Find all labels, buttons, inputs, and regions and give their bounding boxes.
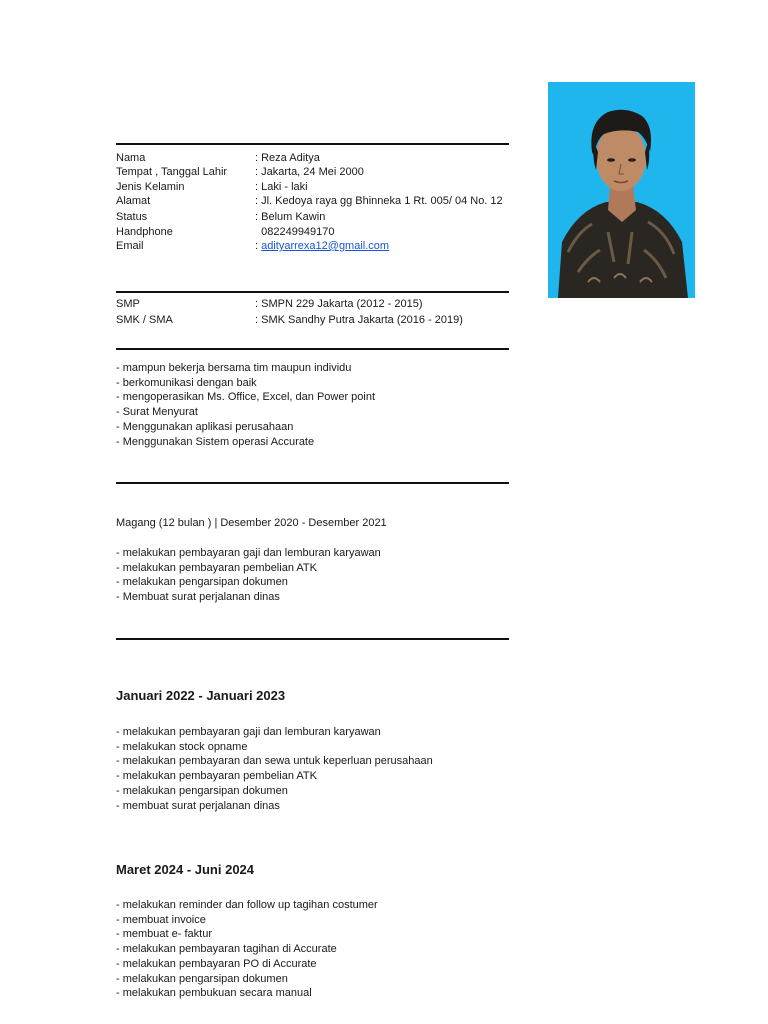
- list-item: - membuat surat perjalanan dinas: [116, 799, 280, 812]
- list-item: - mampun bekerja bersama tim maupun individu: [116, 362, 352, 374]
- value-smk-sma: : SMK Sandhy Putra Jakarta (2016 - 2019): [255, 314, 463, 326]
- skills-list: [116, 361, 375, 449]
- experience-period-1: Magang (12 bulan ) | Desember 2020 - Desember 2021: [116, 517, 387, 529]
- value-alamat: : Jl. Kedoya raya gg Bhinneka 1 Rt. 005/ 04 No. 12: [255, 195, 503, 207]
- section-divider-education: [116, 291, 509, 293]
- list-item: - melakukan pembayaran gaji dan lemburan karyawan: [116, 726, 381, 738]
- label-alamat: Alamat: [116, 195, 151, 207]
- list-item: - melakukan stock opname: [116, 740, 248, 753]
- list-item: - Surat Menyurat: [116, 406, 198, 419]
- label-smp: SMP: [116, 298, 140, 310]
- list-item: - membuat e- faktur: [116, 928, 212, 941]
- email-link[interactable]: adityarrexa12@gmail.com: [261, 240, 390, 252]
- list-item: - membuat invoice: [116, 913, 206, 926]
- experience-tasks-3: [116, 898, 378, 1001]
- section-divider-skills: [116, 348, 509, 350]
- value-jenis-kelamin: : Laki - laki: [255, 181, 308, 193]
- value-nama: : Reza Aditya: [255, 152, 320, 164]
- list-item: - melakukan pembayaran dan sewa untuk keperluan perusahaan: [116, 755, 433, 768]
- list-item: - melakukan pengarsipan dokumen: [116, 972, 288, 985]
- list-item: - melakukan pembayaran PO di Accurate: [116, 957, 317, 970]
- experience-period-2: Januari 2022 - Januari 2023: [116, 688, 286, 703]
- label-smk-sma: SMK / SMA: [116, 314, 173, 326]
- experience-tasks-2: [116, 725, 433, 813]
- list-item: - melakukan pembayaran pembelian ATK: [116, 770, 317, 783]
- list-item: - melakukan reminder dan follow up tagihan costumer: [116, 899, 378, 911]
- experience-tasks-1: [116, 546, 381, 605]
- profile-photo: [548, 82, 695, 298]
- list-item: - melakukan pembayaran pembelian ATK: [116, 561, 317, 574]
- value-email: [255, 239, 389, 254]
- label-nama: Nama: [116, 152, 146, 164]
- list-item: - melakukan pengarsipan dokumen: [116, 576, 288, 589]
- person-portrait-image: [548, 82, 695, 298]
- list-item: - Membuat surat perjalanan dinas: [116, 591, 280, 604]
- list-item: - melakukan pengarsipan dokumen: [116, 784, 288, 797]
- section-divider-personal: [116, 143, 509, 145]
- label-tempat-tanggal-lahir: Tempat , Tanggal Lahir: [116, 166, 228, 178]
- value-smp: : SMPN 229 Jakarta (2012 - 2015): [255, 298, 423, 310]
- list-item: - Menggunakan Sistem operasi Accurate: [116, 435, 315, 448]
- list-item: - mengoperasikan Ms. Office, Excel, dan Power point: [116, 391, 376, 404]
- label-handphone: Handphone: [116, 226, 173, 238]
- experience-period-3: Maret 2024 - Juni 2024: [116, 862, 255, 877]
- label-email: Email: [116, 240, 144, 252]
- value-tempat-tanggal-lahir: : Jakarta, 24 Mei 2000: [255, 166, 364, 178]
- label-jenis-kelamin: Jenis Kelamin: [116, 181, 185, 193]
- list-item: - melakukan pembukuan secara manual: [116, 987, 312, 1000]
- value-handphone: 082249949170: [255, 226, 335, 238]
- list-item: - Menggunakan aplikasi perusahaan: [116, 420, 294, 433]
- list-item: - berkomunikasi dengan baik: [116, 376, 257, 389]
- section-divider-experience: [116, 482, 509, 484]
- label-status: Status: [116, 211, 148, 223]
- section-divider-experience-2: [116, 638, 509, 640]
- value-status: : Belum Kawin: [255, 211, 326, 223]
- list-item: - melakukan pembayaran gaji dan lemburan karyawan: [116, 547, 381, 559]
- email-prefix: :: [255, 240, 262, 252]
- list-item: - melakukan pembayaran tagihan di Accurate: [116, 943, 337, 956]
